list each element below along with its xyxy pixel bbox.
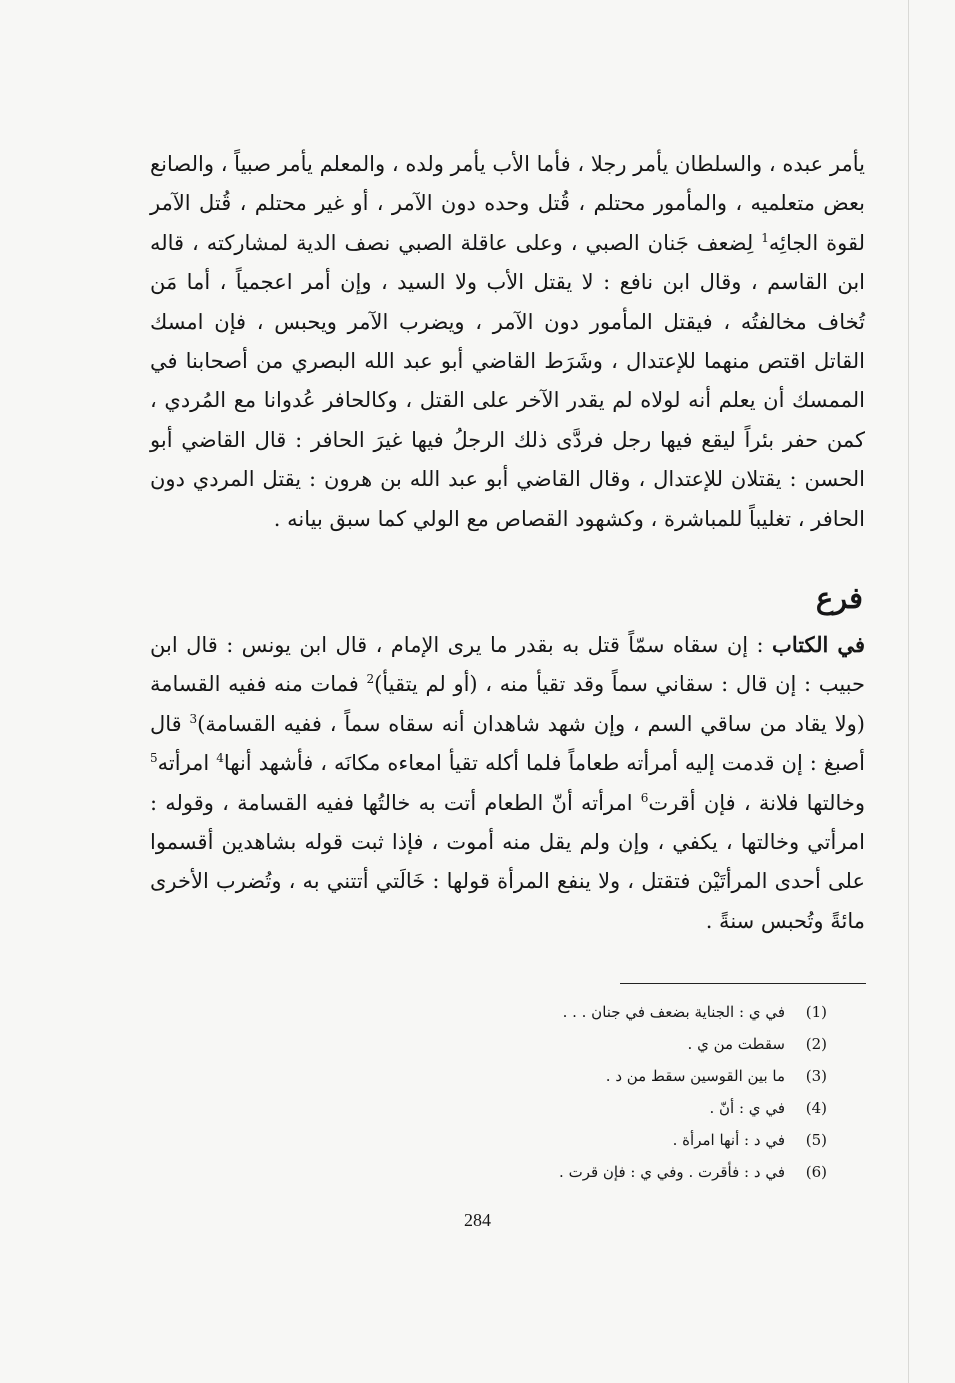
keyword-run: في الكتاب	[772, 632, 865, 657]
footnote-item	[407, 1156, 827, 1188]
footnote-text: في ي : أنّ .	[709, 1099, 785, 1117]
footnote-number: (5)	[805, 1131, 827, 1149]
paragraph-text	[150, 145, 865, 539]
text-run: قال أصبغ : إن قدمت إليه أمرأته طعاماً فلما أكله تقيأ امعاءه مكانَه ، فأشهد أنها	[150, 711, 865, 776]
paragraph-text	[150, 625, 865, 941]
footnote-ref-3: 3	[189, 711, 198, 726]
footnote-number: (1)	[805, 1003, 827, 1021]
footnote-ref-6: 6	[640, 790, 649, 805]
scan-edge-line	[908, 0, 909, 1383]
footnotes-list	[407, 996, 827, 1188]
text-run: امرأته أنّ الطعام أتت به خالتُها ففيه القسامة ، وقوله : امرأتي وخالتها ، يكفي ، وإن ولم يقل منه أموت ، فإذا ثبت قوله بشاهدين أقسموا على أحدى المرأتَيْن فتقتل ، ولا ينفع المرأة قولها : خَالَتي أتتني به ، وتُضرب الأخرى مائةً وتُحبس سنةً .	[150, 790, 865, 933]
body-paragraph-2	[150, 625, 865, 941]
text-run: فمات منه ففيه القسامة (ولا يقاد من ساقي السم ، وإن شهد شاهدان أنه سقاه سماً ، ففيه القسامة)	[150, 672, 865, 736]
footnote-text: في د : أنها امرأة .	[672, 1131, 785, 1149]
footnote-text: في ي : الجناية بضعف في جنان . . .	[562, 1003, 785, 1021]
page-number: 284	[464, 1210, 491, 1230]
footnote-item	[407, 1060, 827, 1092]
footnote-ref-2: 2	[366, 672, 375, 687]
footnote-separator	[620, 983, 866, 984]
footnote-item	[407, 1092, 827, 1124]
section-heading: فرع	[815, 581, 863, 615]
footnote-text: في د : فأقرت . وفي ي : فإن قرت .	[559, 1163, 785, 1181]
footnote-ref-4: 4	[216, 751, 224, 766]
footnote-item	[407, 1028, 827, 1060]
footnote-text: ما بين القوسين سقط من د .	[605, 1067, 785, 1085]
footnote-number: (3)	[805, 1067, 827, 1085]
footnote-ref-5: 5	[150, 751, 158, 766]
footnote-text: سقطت من ي .	[687, 1035, 785, 1053]
footnote-item	[407, 1124, 827, 1156]
text-run: : إن سقاه سمّاً قتل به بقدر ما يرى الإمام ، قال ابن يونس : قال ابن حبيب : إن قال : سقاني سماً وقد تقيأ منه ، (أو لم يتقيأ)	[150, 633, 865, 697]
footnote-ref-1: 1	[761, 230, 769, 245]
footnote-number: (4)	[805, 1099, 827, 1117]
footnote-number: (6)	[805, 1163, 827, 1181]
text-run: امرأته	[157, 751, 217, 776]
footnote-item	[407, 996, 827, 1028]
text-run: لِضعف جَنان الصبي ، وعلى عاقلة الصبي نصف الدية لمشاركته ، قاله ابن القاسم ، وقال ابن نافع : لا يقتل الأب ولا السيد ، وإن أمر اعجمياً ، أما مَن تُخاف مخالفتُه ، فيقتل المأمور دون الآمر ، ويضرب الآمر ويحبس ، فإن امسك القاتل اقتص منهما للإعتدال ، وشَرَط القاضي أبو عبد الله البصري من أصحابنا في الممسك أن يعلم أنه لولاه لم يقدر الآخر على القتل ، وكالحافر عُدوانا مع المُردي ، كمن حفر بئراً ليقع فيها رجل فردَّى ذلك الرجلُ فيها غيرَ الحافر : قال القاضي أبو الحسن : يقتلان للإعتدال ، وقال القاضي أبو عبد الله بن هرون : يقتل المردي دون الحافر ، تغليباً للمباشرة ، وكشهود القصاص مع الولي كما سبق بيانه .	[150, 230, 865, 531]
body-paragraph-1	[150, 145, 865, 539]
footnote-number: (2)	[805, 1035, 827, 1053]
text-run: يأمر عبده ، والسلطان يأمر رجلا ، فأما الأب يأمر ولده ، والمعلم يأمر صبياً ، والصانع بعض متعلميه ، والمأمور محتلم ، قُتل وحده دون الآمر ، أو غير محتلم ، قُتل الآمر لقوة الجائِه	[150, 152, 865, 255]
text-run: وخالتها فلانة ، فإن أقرت	[648, 790, 866, 815]
